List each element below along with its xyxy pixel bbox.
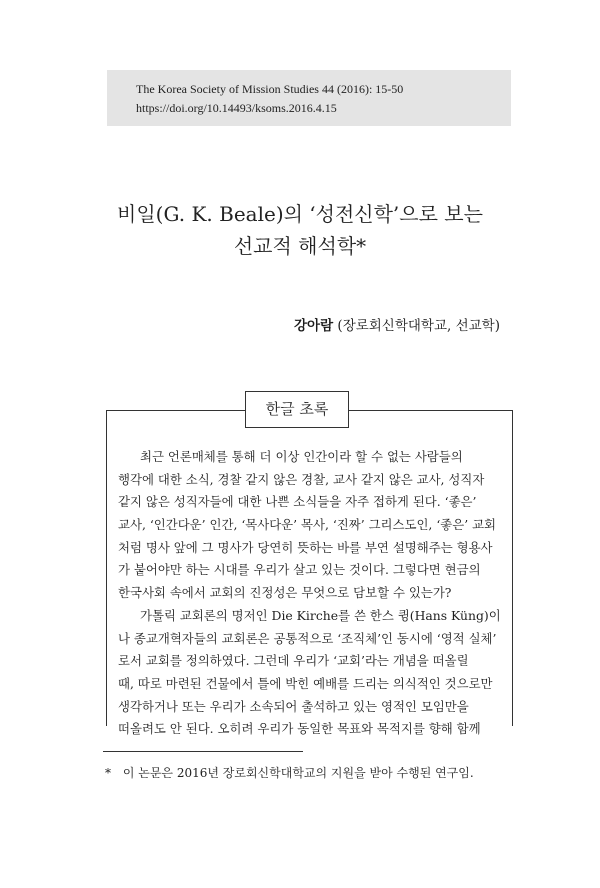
abstract-line: 처럼 명사 앞에 그 명사가 당연히 뜻하는 바를 부연 설명해주는 형용사: [118, 539, 493, 555]
paper-title-line-1: 비일(G. K. Beale)의 ‘성전신학’으로 보는: [117, 202, 483, 226]
abstract-line: 한국사회 속에서 교회의 진정성은 무엇으로 담보할 수 있는가?: [118, 585, 452, 601]
abstract-line: 떠올려도 안 된다. 오히려 우리가 동일한 목표와 목적지를 향해 함께: [118, 721, 481, 737]
journal-citation: The Korea Society of Mission Studies 44 (2016): 15-50: [136, 82, 404, 96]
footnote-mark: *: [105, 766, 111, 780]
abstract-line: 때, 따로 마련된 건물에서 틀에 박힌 예배를 드리는 의식적인 것으로만: [118, 675, 493, 691]
author-affiliation: (장로회신학대학교, 선교학): [337, 318, 500, 334]
abstract-line: 행각에 대한 소식, 경찰 같지 않은 경찰, 교사 같지 않은 교사, 성직자: [118, 471, 485, 487]
abstract-line: 가톨릭 교회론의 명저인 Die Kirche를 쓴 한스 큉(Hans Küng)이: [140, 607, 501, 623]
paper-title-line-2: 선교적 해석학*: [233, 234, 367, 258]
abstract-line: 같지 않은 성직자들에 대한 나쁜 소식들을 자주 접하게 된다. ‘좋은’: [118, 494, 477, 510]
footnote-text: 이 논문은 2016년 장로회신학대학교의 지원을 받아 수행된 연구임.: [122, 766, 474, 780]
abstract-line: 생각하거나 또는 우리가 소속되어 출석하고 있는 영적인 모임만을: [118, 698, 469, 714]
abstract-line: 로서 교회를 정의하였다. 그런데 우리가 ‘교회’라는 개념을 떠올릴: [118, 653, 469, 669]
abstract-line: 나 종교개혁자들의 교회론은 공통적으로 ‘조직체’인 동시에 ‘영적 실체’: [118, 630, 497, 646]
author-name: 강아람: [294, 318, 334, 334]
abstract-line: 가 붙어야만 하는 시대를 우리가 살고 있는 것이다. 그렇다면 현금의: [118, 562, 481, 578]
abstract-body: [118, 446, 502, 737]
abstract-label: 한글 초록: [245, 391, 349, 428]
abstract-line: 교사, ‘인간다운’ 인간, ‘목사다운’ 목사, ‘진짜’ 그리스도인, ‘좋은’ 교회: [118, 517, 497, 533]
footnote: [105, 764, 474, 781]
journal-header: [107, 70, 511, 126]
author-line: [294, 314, 500, 334]
doi-link[interactable]: https://doi.org/10.14493/ksoms.2016.4.15: [136, 101, 337, 115]
footnote-divider: [103, 751, 303, 752]
abstract-line: 최근 언론매체를 통해 더 이상 인간이라 할 수 없는 사람들의: [140, 449, 463, 464]
